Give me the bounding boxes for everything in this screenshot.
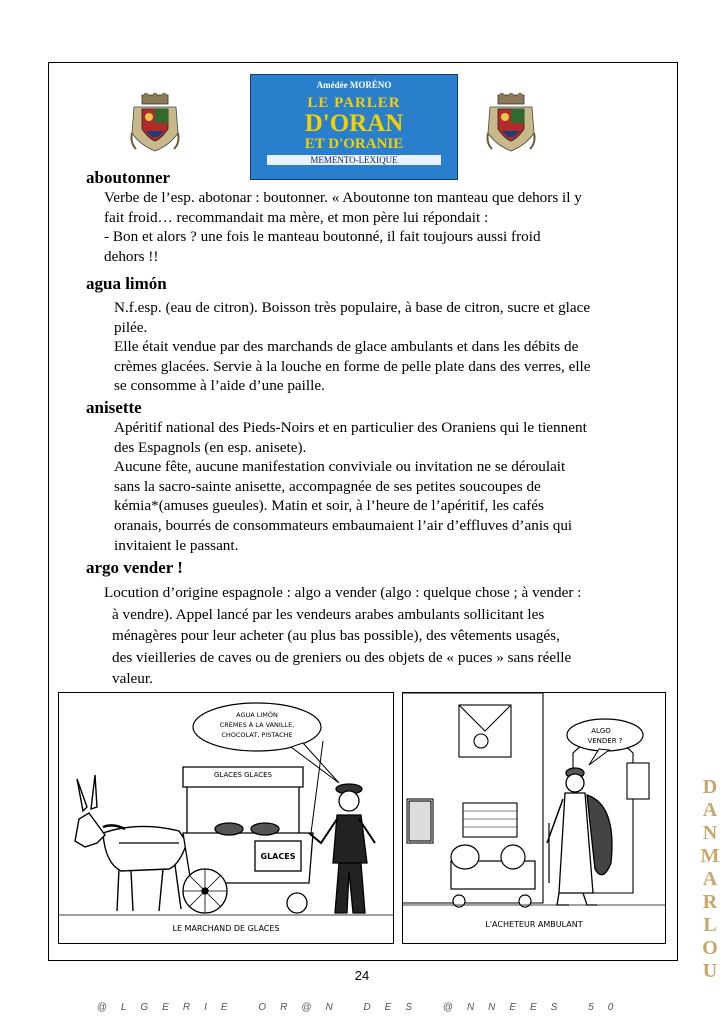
definition-line: Elle était vendue par des marchands de glace ambulants et dans les débits de [114,338,579,356]
definition-line: oranais, bourrés de consommateurs embaumaient l’air d’effluves d’anis qui [114,516,573,534]
definition-line: fait froid… recommandait ma mère, et mon père lui répondait : [104,208,489,226]
definition-line: des Espagnols (en esp. anisete). [114,438,307,456]
watermark-letter: N [702,822,718,844]
watermark-letter: D [702,776,718,798]
book-subtitle: MEMENTO-LEXIQUE [267,155,441,165]
speech-line: CRÈMES À LA VANILLE, [219,721,295,729]
entry-term: anisette [86,398,142,417]
definition-line: Aucune fête, aucune manifestation conviviale ou invitation ne se déroulait [114,458,566,476]
definition-line: se consomme à l’aide d’une paille. [114,377,325,395]
definition-line: dehors !! [104,247,159,265]
oran-coat-of-arms-icon [484,93,538,155]
cart-sign-top: GLACES GLACES [213,771,273,779]
definition-line: à vendre). Appel lancé par les vendeurs arabes ambulants sollicitant les [112,605,545,623]
entry-term: agua limón [86,274,167,293]
definition-line: invitaient le passant. [114,536,239,554]
definition-line: crèmes glacées. Servie à la louche en forme de pelle plate dans des verres, elle [114,357,591,375]
watermark-letter: M [700,845,720,867]
entry-definition [114,298,591,396]
illustration-caption: L'ACHETEUR AMBULANT [485,920,583,929]
cart-sign-side: GLACES [260,852,296,861]
definition-line: sans la sacro-sainte anisette, accompagnée de ses petites soucoupes de [114,477,541,495]
entry-definition [104,582,581,690]
definition-line: pilée. [114,318,148,336]
definition-line: valeur. [112,670,153,688]
entry-term: aboutonner [86,168,171,187]
illustration-itinerant-buyer [402,692,666,944]
watermark-letter: L [703,914,717,936]
speech-line: AGUA LIMÓN [236,711,278,719]
book-title-line-1: LE PARLER [307,95,401,111]
speech-line: CHOCOLAT, PISTACHE [221,731,293,739]
book-author: Amédée MORÉNO [316,80,392,90]
watermark-letter: A [702,868,718,890]
definition-line: des vieilleries de caves ou de greniers ou des objets de « puces » sans réelle [112,648,572,666]
illustration-ice-cream-vendor [58,692,394,944]
book-title-line-2: D'ORAN [304,110,404,137]
watermark-letter: A [702,799,718,821]
definition-line: N.f.esp. (eau de citron). Boisson très populaire, à base de citron, sucre et glace [114,299,591,316]
entry-term: argo vender ! [86,558,183,577]
watermark-letter: U [702,960,718,982]
watermark-letter: O [702,937,718,959]
entry-definition [104,188,582,266]
illustration-caption: LE MARCHAND DE GLACES [172,924,280,933]
definition-line: Verbe de l’esp. abotonar : boutonner. « Aboutonne ton manteau que dehors il y [104,189,582,206]
definition-line: ménagères pour leur acheter (au plus bas possible), des vêtements usagés, [112,627,560,645]
speech-line: VENDER ? [587,737,623,745]
definition-line: Apéritif national des Pieds-Noirs et en particulier des Oraniens qui le tiennent [114,419,587,436]
side-watermark [700,776,720,983]
watermark-letter: R [702,891,718,913]
entry-definition [114,418,587,555]
definition-line: kémia*(amuses gueules). Matin et soir, à l’heure de l’apéritif, les cafés [114,497,544,515]
page-number: 24 [354,968,370,983]
book-cover [250,74,458,180]
definition-line: Locution d’origine espagnole : algo a vender (algo : quelque chose ; à vender : [104,584,582,601]
oran-coat-of-arms-icon [128,93,182,155]
book-title-line-3: ET D'ORANIE [304,136,404,152]
speech-line: ALGO [591,727,611,735]
page-footer: @LGERIE OR@N DES @NNEES 50 [96,1002,628,1013]
definition-line: - Bon et alors ? une fois le manteau boutonné, il fait toujours aussi froid [104,228,541,246]
